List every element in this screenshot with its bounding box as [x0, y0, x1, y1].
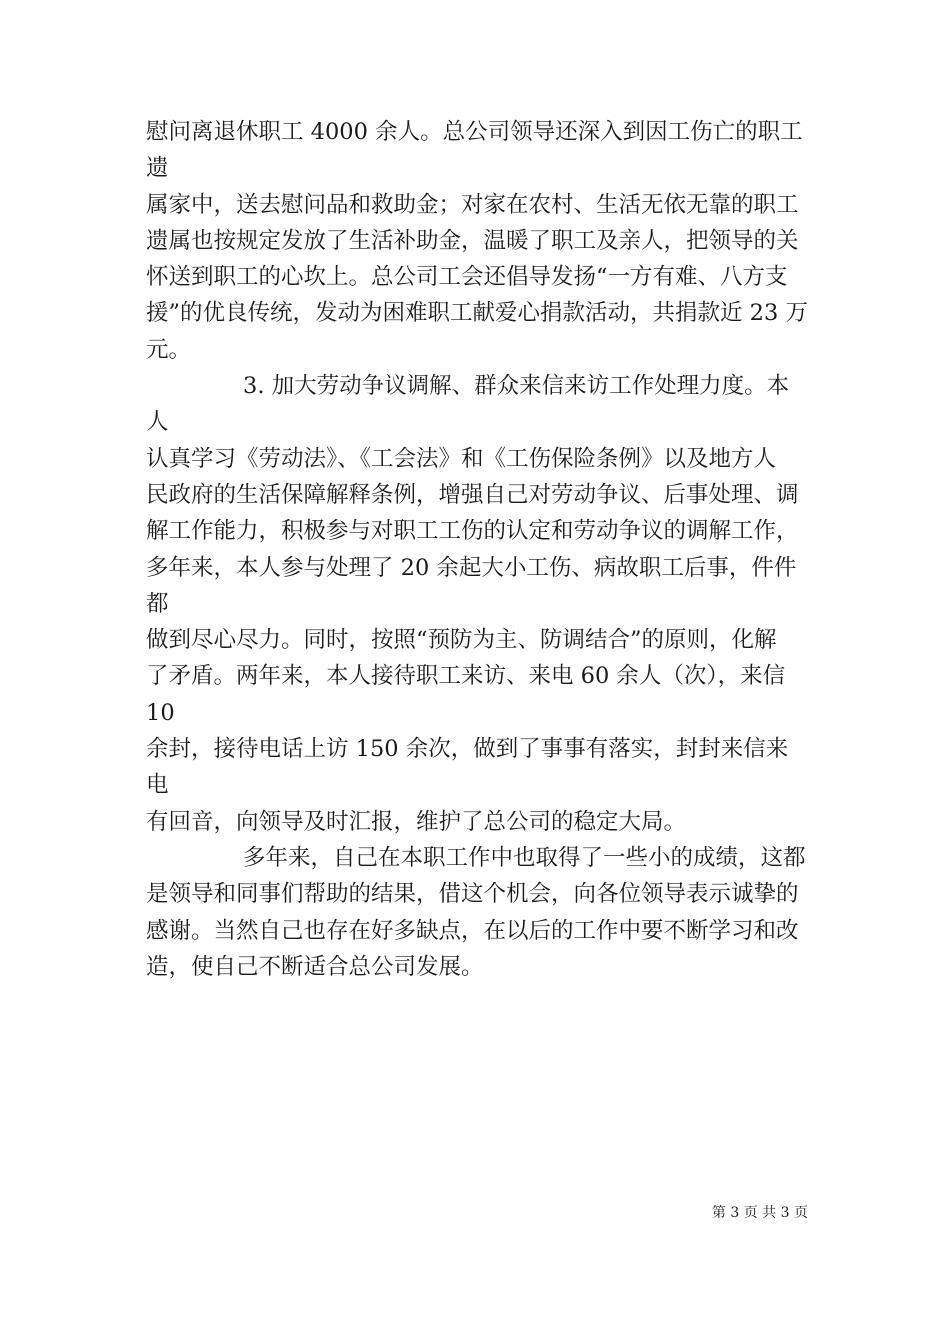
paragraph-labor-dispute: 3. 加大劳动争议调解、群众来信来访工作处理力度。本人 认真学习《劳动法》、《工会法》和《工伤保险条例》以及地方人 民政府的生活保障解释条例，增强自己对劳动争议、后事处理、调 解工作能力，积极参与对职工工伤的认定和劳动争议的调解工作， 多年来，本人参与处理了 20 余起大小工伤、病故职工后事，件件都 做到尽心尽力。同时，按照“预防为主、防调结合”的原则，化解 了矛盾。两年来，本人接待职工来访、来电 60 余人（次），来信 10 余封，接待电话上访 150 余次，做到了事事有落实，封封来信来电 有回音，向领导及时汇报，维护了总公司的稳定大局。 [146, 373, 799, 835]
paragraph-relief-work: 慰问离退休职工 4000 余人。总公司领导还深入到因工伤亡的职工遗 属家中，送去慰问品和救助金；对家在农村、生活无依无靠的职工 遗属也按规定发放了生活补助金，温暖了职工及亲人，把领导的关 怀送到职工的心坎上。总公司工会还倡导发扬“一方有难、八方支 援”的优良传统，发动为困难职工献爱心捐款活动，共捐款近 23 万 元。 [146, 119, 808, 363]
paragraph-conclusion: 多年来，自己在本职工作中也取得了一些小的成绩，这都 是领导和同事们帮助的结果，借这个机会，向各位领导表示诚挚的 感谢。当然自己也存在好多缺点，在以后的工作中要不断学习和改 造，使自己不断适合总公司发展。 [146, 844, 806, 980]
page-number: 第 3 页 共 3 页 [711, 1205, 808, 1221]
document-body [146, 114, 808, 985]
